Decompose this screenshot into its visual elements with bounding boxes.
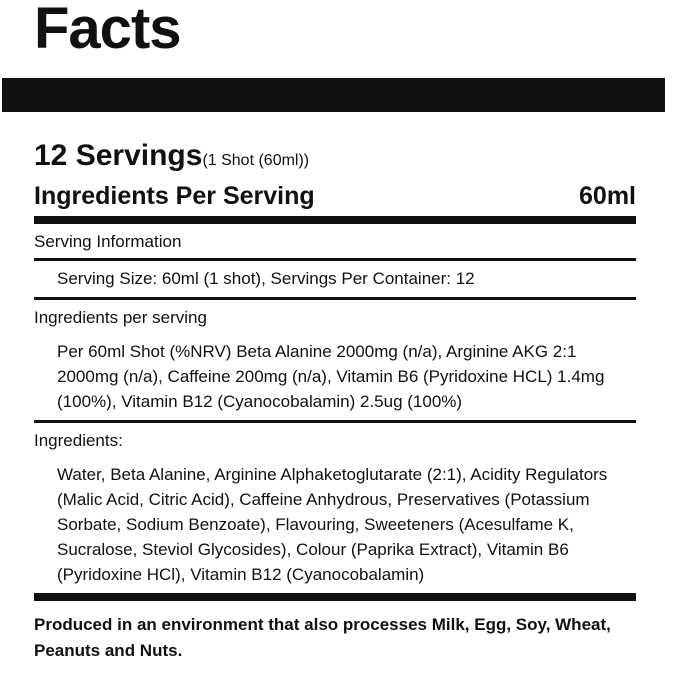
nutrition-facts-panel — [34, 136, 636, 664]
ingredients-heading: Ingredients: — [34, 431, 123, 450]
thick-divider — [34, 216, 636, 224]
servings-detail: (1 Shot (60ml)) — [202, 152, 310, 169]
per-serving-amount: 60ml — [579, 181, 636, 210]
per-serving-label: Ingredients Per Serving — [34, 181, 315, 210]
serving-info-heading: Serving Information — [34, 232, 182, 251]
allergen-note: Produced in an environment that also processes Milk, Egg, Soy, Wheat, Peanuts and Nuts. — [34, 615, 611, 660]
serving-info-body: Serving Size: 60ml (1 shot), Servings Per Container: 12 — [57, 269, 475, 288]
servings-line — [34, 136, 636, 176]
ingredients-per-serving-body: Per 60ml Shot (%NRV) Beta Alanine 2000mg (n/a), Arginine AKG 2:1 2000mg (n/a), Caffeine 200mg (n/a), Vitamin B6 (Pyridoxine HCL) 1.4mg (100%), Vitamin B12 (Cyanocobalamin) 2.5ug (100%) — [57, 342, 605, 411]
ingredients-body: Water, Beta Alanine, Arginine Alphaketoglutarate (2:1), Acidity Regulators (Malic Acid, Citric Acid), Caffeine Anhydrous, Preservatives (Potassium Sorbate, Sodium Benzoate), Flavouring, Sweeteners (Acesulfame K, Sucralose, Steviol Glycosides), Colour (Paprika Extract), Vitamin B6 (Pyridoxine HCl), Vitamin B12 (Cyanocobalamin) — [57, 465, 608, 584]
page-title: Facts — [34, 0, 181, 61]
per-serving-row — [34, 176, 636, 216]
header-divider-bar — [2, 78, 665, 112]
thick-divider — [34, 593, 636, 601]
servings-count: 12 Servings — [34, 139, 203, 172]
ingredients-per-serving-heading: Ingredients per serving — [34, 308, 207, 327]
